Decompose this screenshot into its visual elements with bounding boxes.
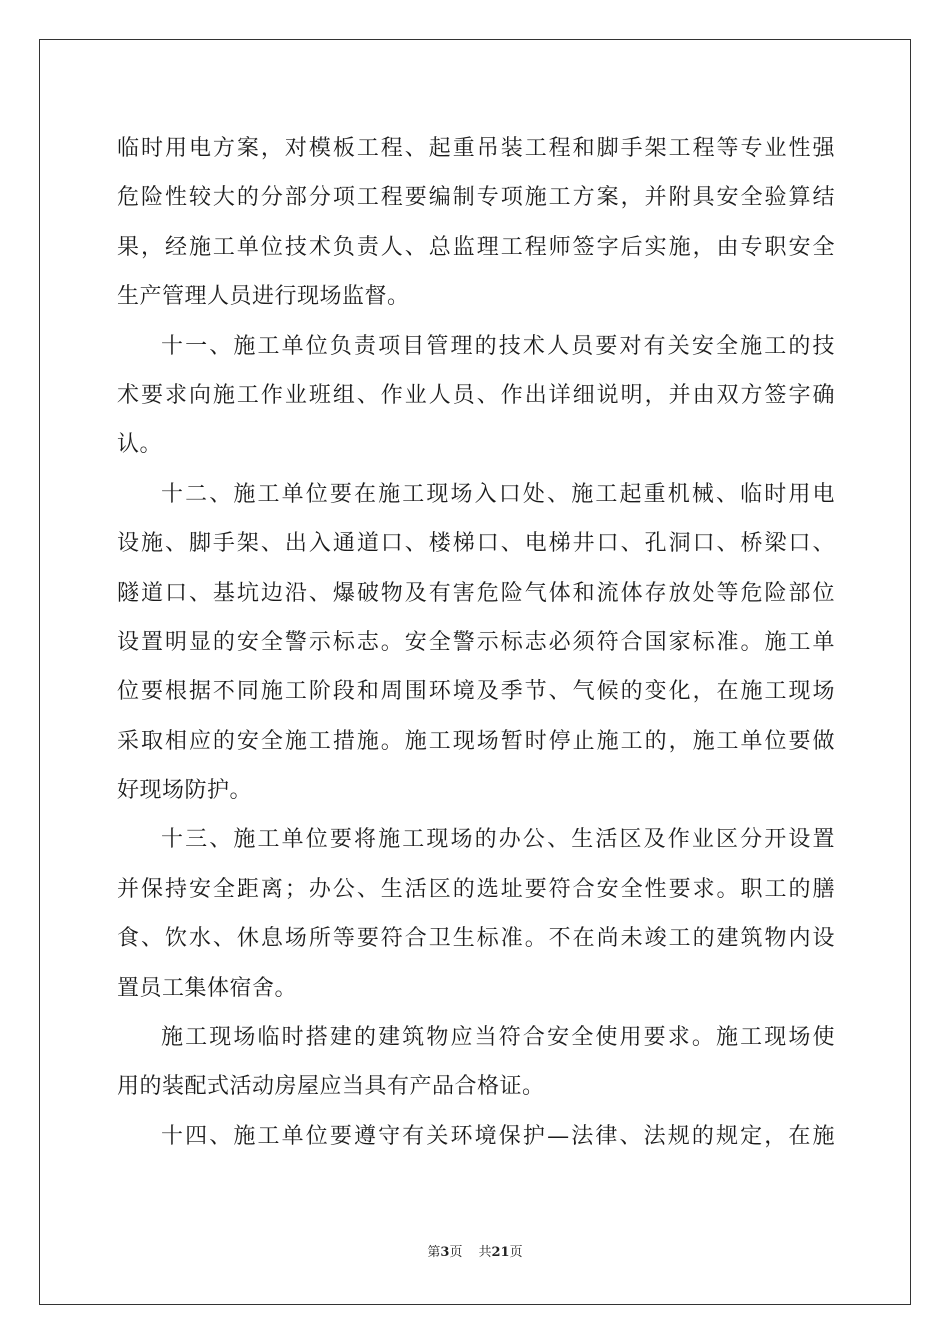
text-line: 位要根据不同施工阶段和周围环境及季节、气候的变化，在施工现场 [117,679,835,705]
page-footer [0,1241,950,1260]
total-pages-number: 21 [491,1245,510,1260]
text-line: 采取相应的安全施工措施。施工现场暂时停止施工的，施工单位要做 [117,728,835,754]
text-line: 术要求向施工作业班组、作业人员、作出详细说明，并由双方签字确 [117,382,835,408]
text-line: 十二、施工单位要在施工现场入口处、施工起重机械、临时用电 [161,481,835,507]
current-page-number: 3 [440,1245,450,1260]
text-line: 用的装配式活动房屋应当具有产品合格证。 [117,1074,545,1100]
text-line: 十一、施工单位负责项目管理的技术人员要对有关安全施工的技 [161,333,835,359]
text-line: 认。 [117,432,163,458]
text-line: 隧道口、基坑边沿、爆破物及有害危险气体和流体存放处等危险部位 [117,580,835,606]
text-line: 食、饮水、休息场所等要符合卫生标准。不在尚未竣工的建筑物内设 [117,926,835,952]
text-line: 设置明显的安全警示标志。安全警示标志必须符合国家标准。施工单 [117,629,835,655]
text-line: 施工现场临时搭建的建筑物应当符合安全使用要求。施工现场使 [161,1025,835,1051]
text-line: 临时用电方案，对模板工程、起重吊装工程和脚手架工程等专业性强 [117,136,835,161]
page-number-suffix: 页 [449,1245,463,1260]
total-pages-suffix: 页 [509,1245,523,1260]
document-body [117,124,835,1161]
text-line: 生产管理人员进行现场监督。 [117,284,410,310]
text-line: 十三、施工单位要将施工现场的办公、生活区及作业区分开设置 [161,827,835,853]
page-number-prefix: 第 [427,1245,441,1260]
text-line: 十四、施工单位要遵守有关环境保护—法律、法规的规定，在施 [161,1123,835,1149]
text-line: 并保持安全距离；办公、生活区的选址要符合安全性要求。职工的膳 [117,876,835,902]
text-line: 果，经施工单位技术负责人、总监理工程师签字后实施，由专职安全 [117,234,835,260]
text-line: 好现场防护。 [117,778,253,804]
text-line: 设施、脚手架、出入通道口、楼梯口、电梯井口、孔洞口、桥梁口、 [117,531,835,557]
text-line: 置员工集体宿舍。 [117,975,298,1001]
total-pages-prefix: 共 [478,1245,492,1260]
text-line: 危险性较大的分部分项工程要编制专项施工方案，并附具安全验算结 [117,185,835,211]
